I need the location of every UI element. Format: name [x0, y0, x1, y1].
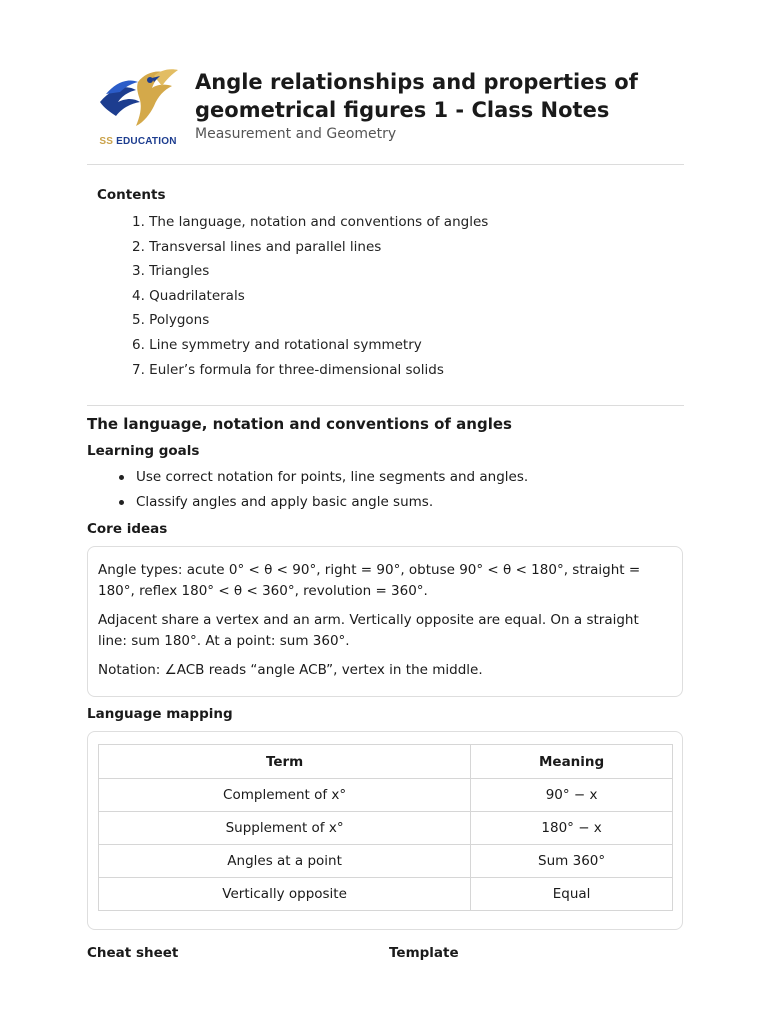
- section-heading: The language, notation and conventions of angles: [87, 415, 512, 433]
- toc-item-4[interactable]: 4. Quadrilaterals: [132, 287, 245, 304]
- toc-item-3[interactable]: 3. Triangles: [132, 263, 210, 280]
- learning-goals-heading: Learning goals: [87, 443, 200, 459]
- cheat-sheet-heading: Cheat sheet: [87, 945, 179, 961]
- contents-heading: Contents: [97, 187, 166, 203]
- toc-item-7[interactable]: 7. Euler’s formula for three-dimensional solids: [132, 361, 444, 378]
- core-ideas-card: [87, 546, 683, 697]
- table-cell: Equal: [471, 878, 673, 911]
- ss-education-logo: [92, 66, 182, 156]
- page-title: Angle relationships and properties of geometrical figures 1 - Class Notes: [195, 70, 638, 122]
- core-idea-notation: Notation: ∠ACB reads “angle ACB”, vertex in the middle.: [98, 662, 483, 678]
- table-cell: Complement of x°: [99, 779, 471, 812]
- language-mapping-heading: Language mapping: [87, 706, 233, 722]
- table-row: [99, 878, 673, 911]
- logo-text-education: EDUCATION: [116, 136, 177, 147]
- column-header-meaning: Meaning: [471, 745, 673, 779]
- toc-item-5[interactable]: 5. Polygons: [132, 312, 210, 329]
- template-heading: Template: [389, 945, 459, 961]
- table-row: [99, 779, 673, 812]
- logo-text-ss: SS: [99, 136, 114, 147]
- eagle-logo-icon: [92, 66, 182, 136]
- list-item: Use correct notation for points, line segments and angles.: [115, 465, 528, 490]
- learning-goals-list: [115, 465, 528, 514]
- table-row: [99, 845, 673, 878]
- list-item: Classify angles and apply basic angle sums.: [115, 490, 528, 515]
- core-idea-angle-types: Angle types: acute 0° < θ < 90°, right = 90°, obtuse 90° < θ < 180°, straight = 180°, reflex 180° < θ < 360°, revolution = 360°.: [98, 562, 641, 599]
- toc-item-6[interactable]: 6. Line symmetry and rotational symmetry: [132, 336, 422, 353]
- toc-item-2[interactable]: 2. Transversal lines and parallel lines: [132, 238, 382, 255]
- language-mapping-table: [98, 744, 673, 911]
- core-ideas-heading: Core ideas: [87, 521, 168, 537]
- bullet-icon: [119, 500, 124, 505]
- core-idea-adjacent: Adjacent share a vertex and an arm. Vertically opposite are equal. On a straight line: sum 180°. At a point: sum 360°.: [98, 612, 639, 649]
- toc-item-1[interactable]: 1. The language, notation and conventions of angles: [132, 214, 489, 230]
- language-mapping-card: [87, 731, 683, 930]
- page-header: [87, 60, 684, 164]
- divider: [87, 164, 684, 165]
- table-cell: Angles at a point: [99, 845, 471, 878]
- table-row: [99, 812, 673, 845]
- divider: [87, 405, 684, 406]
- bullet-icon: [119, 475, 124, 480]
- table-cell: Vertically opposite: [99, 878, 471, 911]
- column-header-term: Term: [99, 745, 471, 779]
- table-cell: 90° − x: [471, 779, 673, 812]
- table-of-contents: [132, 210, 488, 382]
- table-header-row: [99, 745, 673, 779]
- page-subtitle: Measurement and Geometry: [195, 126, 397, 142]
- table-cell: 180° − x: [471, 812, 673, 845]
- table-cell: Sum 360°: [471, 845, 673, 878]
- table-cell: Supplement of x°: [99, 812, 471, 845]
